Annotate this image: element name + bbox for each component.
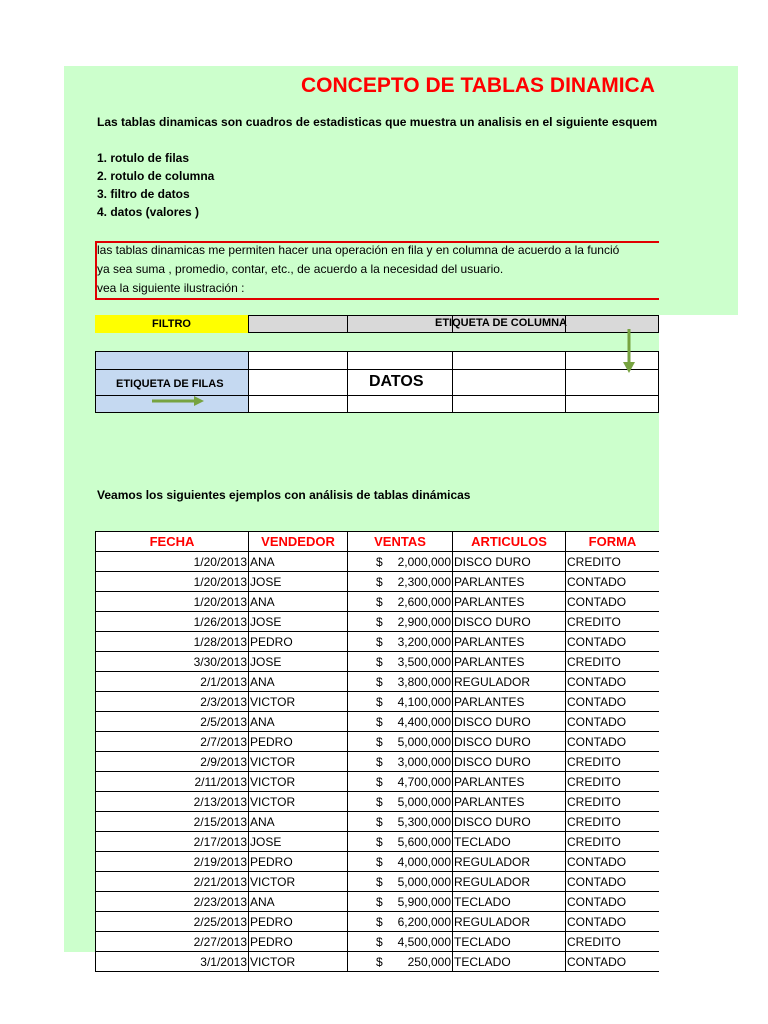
currency-symbol: $ <box>376 854 383 869</box>
cell-forma[interactable]: CONTADO <box>566 892 660 912</box>
cell-ventas[interactable] <box>348 672 453 692</box>
sales-table <box>95 531 659 972</box>
ventas-amount: 5,900,000 <box>397 894 451 909</box>
ventas-amount: 3,200,000 <box>397 634 451 649</box>
currency-symbol: $ <box>376 774 383 789</box>
table-row <box>96 852 660 872</box>
cell-articulos[interactable]: PARLANTES <box>453 632 566 652</box>
cell-vendedor[interactable]: JOSE <box>249 832 348 852</box>
ventas-amount: 5,000,000 <box>397 794 451 809</box>
cell-forma[interactable]: CONTADO <box>566 732 660 752</box>
page-title: CONCEPTO DE TABLAS DINAMICA <box>301 74 655 97</box>
cell-ventas[interactable] <box>348 772 453 792</box>
cell-articulos[interactable]: PARLANTES <box>453 772 566 792</box>
cell-articulos[interactable]: PARLANTES <box>453 652 566 672</box>
table-row <box>96 832 660 852</box>
pivot-column-label: ETIQUETA DE COLUMNA <box>435 317 567 329</box>
pivot-row-label-cell <box>95 351 249 370</box>
cell-ventas[interactable] <box>348 852 453 872</box>
currency-symbol: $ <box>376 794 383 809</box>
column-header-articulos: ARTICULOS <box>453 532 566 552</box>
currency-symbol: $ <box>376 834 383 849</box>
cell-articulos[interactable]: DISCO DURO <box>453 552 566 572</box>
intro-text: Las tablas dinamicas son cuadros de estadisticas que muestra un analisis en el siguiente esquem <box>97 115 658 129</box>
cell-articulos[interactable]: REGULADOR <box>453 852 566 872</box>
cell-ventas[interactable] <box>348 592 453 612</box>
currency-symbol: $ <box>376 914 383 929</box>
cell-vendedor[interactable]: VICTOR <box>249 772 348 792</box>
cell-articulos[interactable]: REGULADOR <box>453 872 566 892</box>
cell-vendedor[interactable]: VICTOR <box>249 872 348 892</box>
cell-ventas[interactable] <box>348 572 453 592</box>
currency-symbol: $ <box>376 654 383 669</box>
list-item: 4. datos (valores ) <box>97 205 200 219</box>
ventas-amount: 2,900,000 <box>397 614 451 629</box>
arrow-right-icon <box>150 395 206 407</box>
cell-forma[interactable]: CREDITO <box>566 772 660 792</box>
ventas-amount: 250,000 <box>407 954 451 969</box>
currency-symbol: $ <box>376 934 383 949</box>
cell-ventas[interactable] <box>348 892 453 912</box>
examples-heading: Veamos los siguientes ejemplos con análisis de tablas dinámicas <box>97 488 471 502</box>
pivot-data-cell <box>452 395 566 413</box>
currency-symbol: $ <box>376 574 383 589</box>
cell-vendedor[interactable]: ANA <box>249 892 348 912</box>
cell-ventas[interactable] <box>348 712 453 732</box>
cell-articulos[interactable]: DISCO DURO <box>453 612 566 632</box>
cell-fecha[interactable]: 2/23/2013 <box>96 892 249 912</box>
cell-ventas[interactable] <box>348 872 453 892</box>
cell-articulos[interactable]: PARLANTES <box>453 692 566 712</box>
ventas-amount: 5,300,000 <box>397 814 451 829</box>
cell-ventas[interactable] <box>348 612 453 632</box>
currency-symbol: $ <box>376 694 383 709</box>
cell-fecha[interactable]: 3/1/2013 <box>96 952 249 972</box>
ventas-amount: 5,000,000 <box>397 734 451 749</box>
cell-ventas[interactable] <box>348 632 453 652</box>
note-line: vea la siguiente ilustración : <box>97 281 245 295</box>
cell-vendedor[interactable]: PEDRO <box>249 732 348 752</box>
cell-vendedor[interactable]: PEDRO <box>249 912 348 932</box>
cell-articulos[interactable]: REGULADOR <box>453 912 566 932</box>
note-line: ya sea suma , promedio, contar, etc., de acuerdo a la necesidad del usuario. <box>97 262 504 276</box>
table-row <box>96 732 660 752</box>
table-row <box>96 612 660 632</box>
cell-vendedor[interactable]: ANA <box>249 672 348 692</box>
cell-forma[interactable]: CREDITO <box>566 792 660 812</box>
cell-ventas[interactable] <box>348 832 453 852</box>
ventas-amount: 4,100,000 <box>397 694 451 709</box>
cell-fecha[interactable]: 1/20/2013 <box>96 572 249 592</box>
cell-ventas[interactable] <box>348 652 453 672</box>
cell-fecha[interactable]: 2/17/2013 <box>96 832 249 852</box>
list-item: 3. filtro de datos <box>97 187 190 201</box>
cell-vendedor[interactable]: VICTOR <box>249 752 348 772</box>
column-header-fecha: FECHA <box>96 532 249 552</box>
cell-articulos[interactable]: DISCO DURO <box>453 712 566 732</box>
table-row <box>96 572 660 592</box>
cell-vendedor[interactable]: PEDRO <box>249 852 348 872</box>
table-header-row <box>96 532 660 552</box>
cell-articulos[interactable]: REGULADOR <box>453 672 566 692</box>
ventas-amount: 2,000,000 <box>397 554 451 569</box>
currency-symbol: $ <box>376 634 383 649</box>
cell-vendedor[interactable]: ANA <box>249 812 348 832</box>
cell-vendedor[interactable]: JOSE <box>249 612 348 632</box>
cell-fecha[interactable]: 3/30/2013 <box>96 652 249 672</box>
cell-forma[interactable]: CONTADO <box>566 632 660 652</box>
cell-ventas[interactable] <box>348 812 453 832</box>
table-row <box>96 792 660 812</box>
ventas-amount: 4,700,000 <box>397 774 451 789</box>
cell-forma[interactable]: CONTADO <box>566 912 660 932</box>
ventas-amount: 3,000,000 <box>397 754 451 769</box>
table-row <box>96 772 660 792</box>
cell-fecha[interactable]: 2/21/2013 <box>96 872 249 892</box>
cell-vendedor[interactable]: ANA <box>249 592 348 612</box>
column-header-forma: FORMA <box>566 532 660 552</box>
cell-articulos[interactable]: PARLANTES <box>453 792 566 812</box>
cell-vendedor[interactable]: JOSE <box>249 572 348 592</box>
pivot-filter-cell <box>95 315 248 333</box>
cell-fecha[interactable]: 2/25/2013 <box>96 912 249 932</box>
currency-symbol: $ <box>376 954 383 969</box>
arrow-down-icon <box>622 327 636 375</box>
currency-symbol: $ <box>376 734 383 749</box>
cell-fecha[interactable]: 1/28/2013 <box>96 632 249 652</box>
cell-forma[interactable]: CONTADO <box>566 852 660 872</box>
cell-forma[interactable]: CONTADO <box>566 712 660 732</box>
currency-symbol: $ <box>376 614 383 629</box>
column-header-vendedor: VENDEDOR <box>249 532 348 552</box>
currency-symbol: $ <box>376 814 383 829</box>
table-row <box>96 692 660 712</box>
cell-articulos[interactable]: TECLADO <box>453 932 566 952</box>
cell-articulos[interactable]: DISCO DURO <box>453 732 566 752</box>
table-row <box>96 912 660 932</box>
cell-articulos[interactable]: DISCO DURO <box>453 752 566 772</box>
pivot-data-cell <box>565 395 659 413</box>
pivot-data-cell <box>347 395 453 413</box>
table-row <box>96 632 660 652</box>
cell-articulos[interactable]: PARLANTES <box>453 572 566 592</box>
pivot-rows-label: ETIQUETA DE FILAS <box>116 378 224 390</box>
cell-ventas[interactable] <box>348 952 453 972</box>
cell-forma[interactable]: CREDITO <box>566 652 660 672</box>
cell-forma[interactable]: CONTADO <box>566 572 660 592</box>
cell-forma[interactable]: CREDITO <box>566 832 660 852</box>
pivot-data-cell <box>452 369 566 396</box>
cell-articulos[interactable]: PARLANTES <box>453 592 566 612</box>
cell-fecha[interactable]: 1/20/2013 <box>96 552 249 572</box>
ventas-amount: 6,200,000 <box>397 914 451 929</box>
ventas-amount: 4,500,000 <box>397 934 451 949</box>
column-header-ventas: VENTAS <box>348 532 453 552</box>
table-row <box>96 932 660 952</box>
cell-fecha[interactable]: 2/19/2013 <box>96 852 249 872</box>
cell-fecha[interactable]: 2/1/2013 <box>96 672 249 692</box>
ventas-amount: 4,400,000 <box>397 714 451 729</box>
pivot-data-cell <box>565 351 659 370</box>
cell-fecha[interactable]: 2/5/2013 <box>96 712 249 732</box>
currency-symbol: $ <box>376 674 383 689</box>
cell-fecha[interactable]: 2/11/2013 <box>96 772 249 792</box>
cell-vendedor[interactable]: VICTOR <box>249 692 348 712</box>
ventas-amount: 2,600,000 <box>397 594 451 609</box>
cell-articulos[interactable]: TECLADO <box>453 952 566 972</box>
cell-ventas[interactable] <box>348 552 453 572</box>
cell-fecha[interactable]: 2/3/2013 <box>96 692 249 712</box>
cell-vendedor[interactable]: ANA <box>249 552 348 572</box>
pivot-values-label: DATOS <box>369 373 424 390</box>
ventas-amount: 2,300,000 <box>397 574 451 589</box>
cell-vendedor[interactable]: JOSE <box>249 652 348 672</box>
pivot-data-cell <box>248 351 348 370</box>
list-item: 2. rotulo de columna <box>97 169 215 183</box>
currency-symbol: $ <box>376 754 383 769</box>
cell-articulos[interactable]: TECLADO <box>453 892 566 912</box>
cell-fecha[interactable]: 2/15/2013 <box>96 812 249 832</box>
cell-ventas[interactable] <box>348 792 453 812</box>
ventas-amount: 5,000,000 <box>397 874 451 889</box>
currency-symbol: $ <box>376 554 383 569</box>
cell-forma[interactable]: CREDITO <box>566 932 660 952</box>
currency-symbol: $ <box>376 594 383 609</box>
cell-forma[interactable]: CREDITO <box>566 812 660 832</box>
cell-articulos[interactable]: TECLADO <box>453 832 566 852</box>
cell-fecha[interactable]: 1/26/2013 <box>96 612 249 632</box>
cell-ventas[interactable] <box>348 932 453 952</box>
table-row <box>96 892 660 912</box>
cell-forma[interactable]: CREDITO <box>566 552 660 572</box>
ventas-amount: 5,600,000 <box>397 834 451 849</box>
cell-forma[interactable]: CONTADO <box>566 692 660 712</box>
pivot-column-header <box>248 315 348 333</box>
cell-forma[interactable]: CONTADO <box>566 592 660 612</box>
table-row <box>96 672 660 692</box>
cell-forma[interactable]: CONTADO <box>566 672 660 692</box>
cell-vendedor[interactable]: ANA <box>249 712 348 732</box>
cell-fecha[interactable]: 2/27/2013 <box>96 932 249 952</box>
table-row <box>96 952 660 972</box>
cell-fecha[interactable]: 1/20/2013 <box>96 592 249 612</box>
table-row <box>96 712 660 732</box>
table-row <box>96 592 660 612</box>
pivot-data-cell <box>248 395 348 413</box>
table-row <box>96 812 660 832</box>
currency-symbol: $ <box>376 714 383 729</box>
pivot-data-cell <box>347 351 453 370</box>
pivot-filter-label: FILTRO <box>152 318 191 330</box>
ventas-amount: 3,800,000 <box>397 674 451 689</box>
table-row <box>96 872 660 892</box>
cell-forma[interactable]: CONTADO <box>566 952 660 972</box>
cell-articulos[interactable]: DISCO DURO <box>453 812 566 832</box>
table-row <box>96 652 660 672</box>
cell-forma[interactable]: CREDITO <box>566 752 660 772</box>
ventas-amount: 4,000,000 <box>397 854 451 869</box>
pivot-data-cell <box>565 369 659 396</box>
cell-vendedor[interactable]: VICTOR <box>249 792 348 812</box>
list-item: 1. rotulo de filas <box>97 151 190 165</box>
cell-forma[interactable]: CONTADO <box>566 872 660 892</box>
currency-symbol: $ <box>376 874 383 889</box>
table-row <box>96 752 660 772</box>
cell-ventas[interactable] <box>348 732 453 752</box>
ventas-amount: 3,500,000 <box>397 654 451 669</box>
currency-symbol: $ <box>376 894 383 909</box>
cell-forma[interactable]: CREDITO <box>566 612 660 632</box>
cell-vendedor[interactable]: PEDRO <box>249 632 348 652</box>
cell-vendedor[interactable]: PEDRO <box>249 932 348 952</box>
pivot-column-header <box>565 315 659 333</box>
pivot-data-cell <box>248 369 348 396</box>
cell-ventas[interactable] <box>348 912 453 932</box>
cell-fecha[interactable]: 2/7/2013 <box>96 732 249 752</box>
cell-fecha[interactable]: 2/13/2013 <box>96 792 249 812</box>
pivot-data-cell <box>452 351 566 370</box>
table-row <box>96 552 660 572</box>
note-line: las tablas dinamicas me permiten hacer una operación en fila y en columna de acuerdo a la funció <box>97 243 620 257</box>
cell-ventas[interactable] <box>348 692 453 712</box>
cell-fecha[interactable]: 2/9/2013 <box>96 752 249 772</box>
cell-vendedor[interactable]: VICTOR <box>249 952 348 972</box>
cell-ventas[interactable] <box>348 752 453 772</box>
